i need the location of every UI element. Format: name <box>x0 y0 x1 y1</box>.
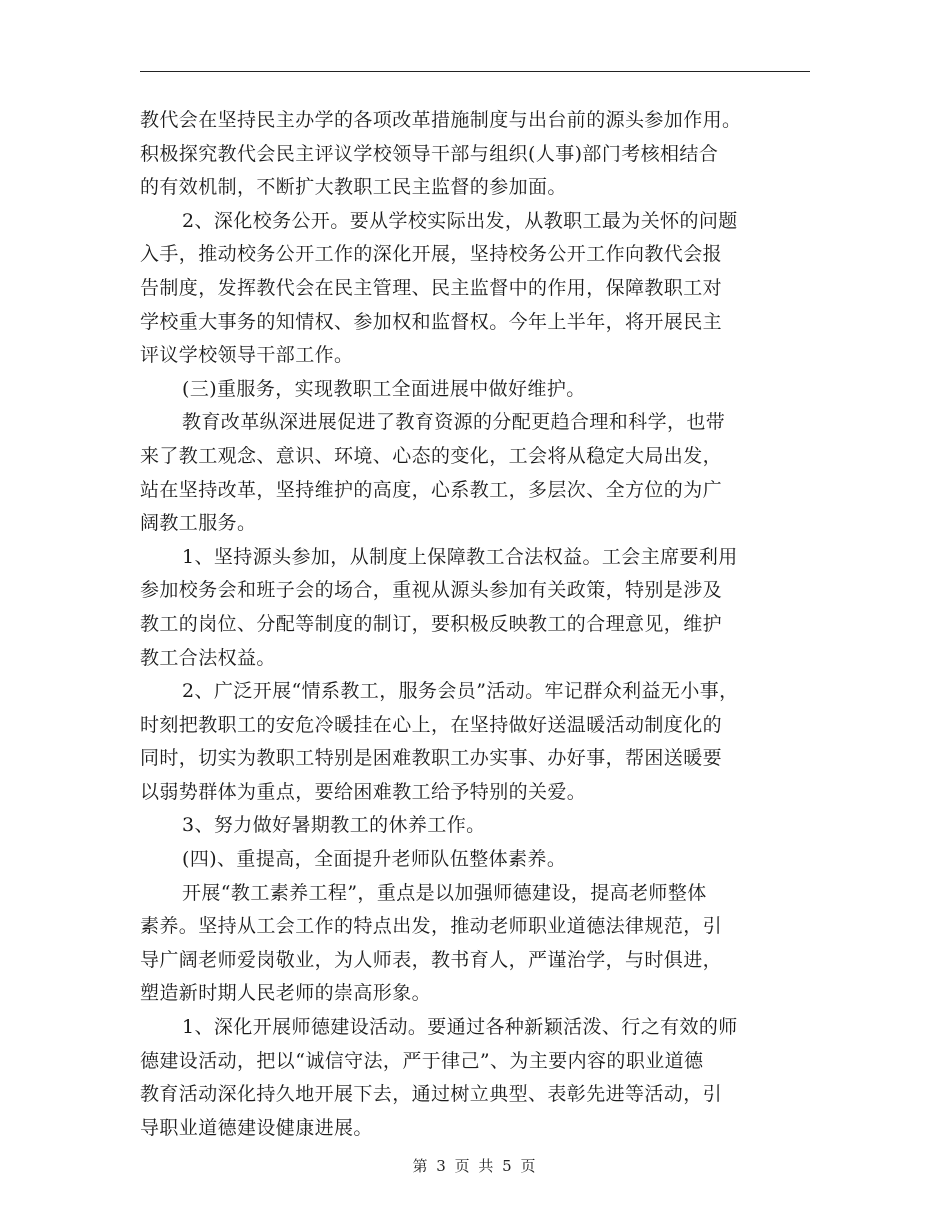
paragraph-line: 同时，切实为教职工特别是困难教职工办实事、办好事，帮困送暖要 <box>140 747 723 770</box>
paragraph-line: 阔教工服务。 <box>140 512 257 535</box>
page-number-footer: 第 3 页 共 5 页 <box>412 1157 538 1175</box>
paragraph-first-line: 3、努力做好暑期教工的休养工作。 <box>182 814 486 837</box>
paragraph-line: 站在坚持改革，坚持维护的高度，心系教工，多层次、全方位的为广 <box>140 478 723 501</box>
paragraph-line: 的有效机制，不断扩大教职工民主监督的参加面。 <box>140 176 567 199</box>
paragraph-line: 积极探究教代会民主评议学校领导干部与组织(人事)部门考核相结合 <box>140 142 719 165</box>
paragraph-line: 教工的岗位、分配等制度的制订，要积极反映教工的合理意见，维护 <box>140 612 723 635</box>
paragraph-line: 导广阔老师爱岗敬业，为人师表，教书育人，严谨治学，与时俱进， <box>140 948 723 971</box>
paragraph-line: 素养。坚持从工会工作的特点出发，推动老师职业道德法律规范，引 <box>140 915 723 938</box>
paragraph-first-line: 1、深化开展师德建设活动。要通过各种新颖活泼、行之有效的师 <box>182 1016 738 1039</box>
paragraph-first-line: 开展“教工素养工程”，重点是以加强师德建设，提高老师整体 <box>182 881 707 904</box>
paragraph-line: 来了教工观念、意识、环境、心态的变化，工会将从稳定大局出发， <box>140 444 723 467</box>
paragraph-line: 德建设活动，把以“诚信守法，严于律己”、为主要内容的职业道德 <box>140 1049 704 1072</box>
paragraph-line: 告制度，发挥教代会在民主管理、民主监督中的作用，保障教职工对 <box>140 276 723 299</box>
paragraph-line: 导职业道德建设健康进展。 <box>140 1116 373 1139</box>
paragraph-line: 学校重大事务的知情权、参加权和监督权。今年上半年，将开展民主 <box>140 310 723 333</box>
document-body <box>140 104 820 1145</box>
paragraph-line: 参加校务会和班子会的场合，重视从源头参加有关政策，特别是涉及 <box>140 579 723 602</box>
paragraph-line: 教育活动深化持久地开展下去，通过树立典型、表彰先进等活动，引 <box>140 1083 723 1106</box>
paragraph-line: 入手，推动校务公开工作的深化开展，坚持校务公开工作向教代会报 <box>140 243 723 266</box>
paragraph-line: 教工合法权益。 <box>140 646 276 669</box>
paragraph-first-line: (三)重服务，实现教职工全面进展中做好维护。 <box>182 377 586 400</box>
paragraph-line: 以弱势群体为重点，要给困难教工给予特别的关爱。 <box>140 780 587 803</box>
paragraph-first-line: 1、坚持源头参加，从制度上保障教工合法权益。工会主席要利用 <box>182 545 738 568</box>
paragraph-line: 塑造新时期人民老师的崇高形象。 <box>140 982 432 1005</box>
paragraph-first-line: 教育改革纵深进展促进了教育资源的分配更趋合理和科学，也带 <box>182 411 726 434</box>
header-rule <box>140 71 810 72</box>
paragraph-line: 评议学校领导干部工作。 <box>140 344 354 367</box>
paragraph-line: 教代会在坚持民主办学的各项改革措施制度与出台前的源头参加作用。 <box>140 109 742 131</box>
paragraph-first-line: 2、广泛开展“情系教工，服务会员”活动。牢记群众利益无小事， <box>182 680 739 703</box>
paragraph-line: 时刻把教职工的安危冷暖挂在心上，在坚持做好送温暖活动制度化的 <box>140 713 723 736</box>
paragraph-first-line: (四)、重提高，全面提升老师队伍整体素养。 <box>182 848 567 871</box>
paragraph-first-line: 2、深化校务公开。要从学校实际出发，从教职工最为关怀的问题 <box>182 209 738 232</box>
